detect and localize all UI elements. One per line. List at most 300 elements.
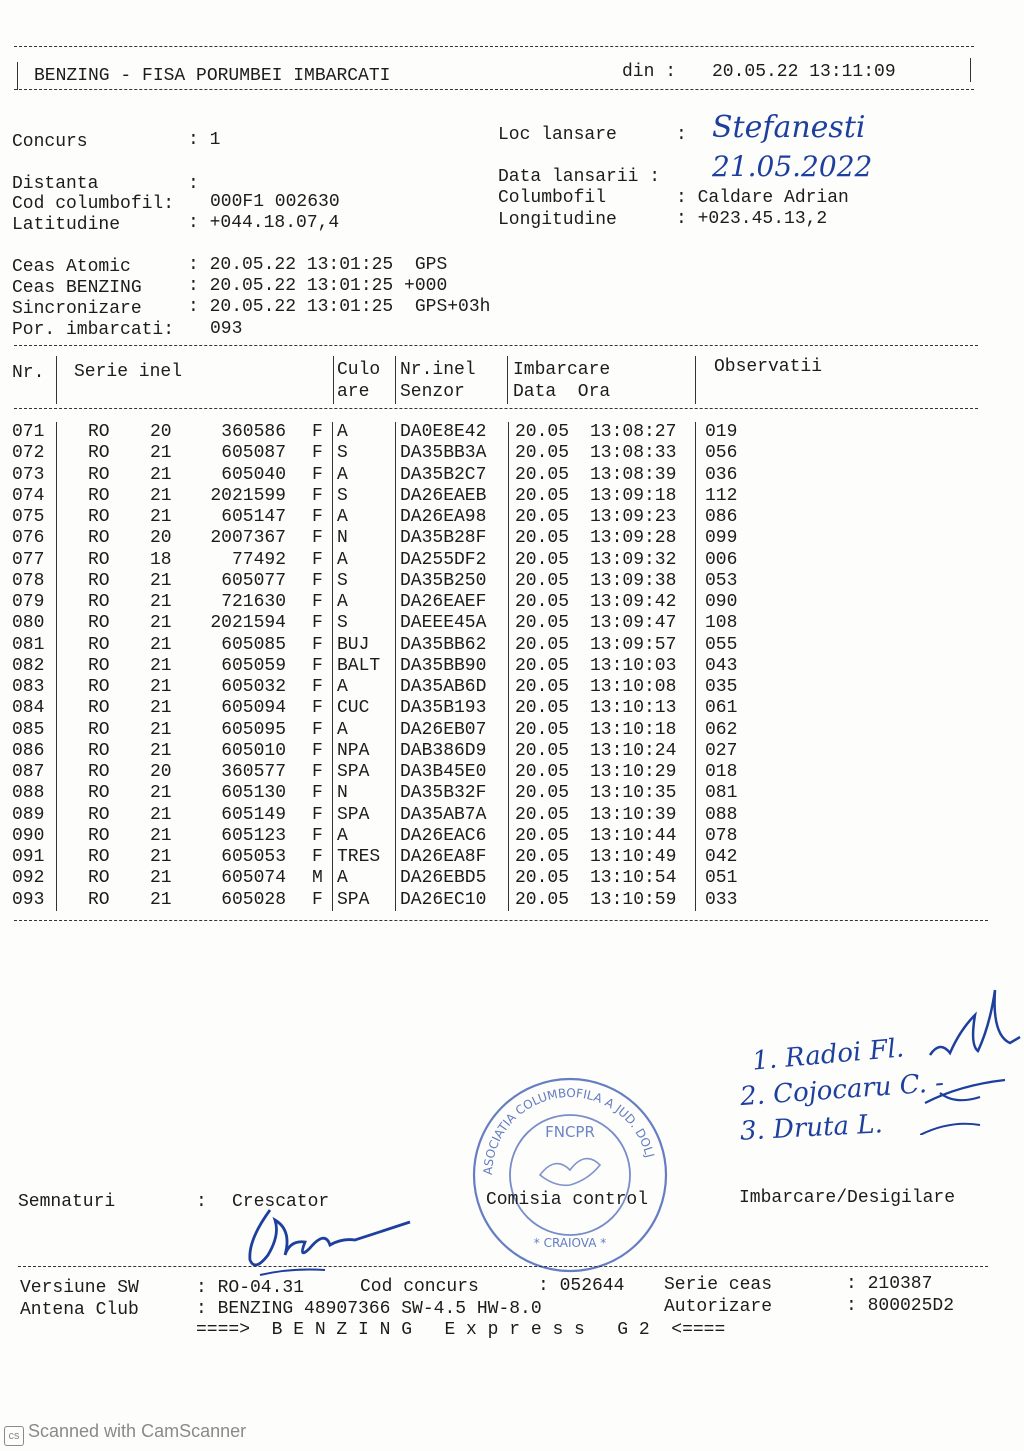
ceas-benzing-value: : 20.05.22 13:01:25 +000 [188,276,448,296]
row-year: 21 [150,485,172,506]
row-divider [695,720,696,741]
row-divider [332,592,333,613]
col-header-data-ora: Data Ora [513,382,611,402]
row-time: 13:09:18 [590,485,677,506]
comisia-control-label: Comisia control [486,1190,649,1210]
longitudine-label: Longitudine [498,210,617,230]
table-row [12,783,972,804]
row-sensor: DA26EAC6 [400,825,487,846]
row-sex: F [312,655,323,676]
table-row [12,890,972,911]
row-year: 21 [150,868,172,889]
row-year: 21 [150,570,172,591]
row-sex: F [312,549,323,570]
row-time: 13:09:38 [590,570,677,591]
row-year: 21 [150,847,172,867]
row-observation: 078 [705,825,738,846]
row-color: A [337,549,348,570]
row-color: N [337,528,348,549]
row-divider [508,741,509,762]
row-date: 20.05 [515,655,570,676]
table-row [12,741,972,762]
row-color: S [337,570,348,591]
header-top-rule [14,46,974,47]
row-color: A [337,464,348,485]
row-sensor: DA35B28F [400,528,487,549]
data-lansarii-handwritten: 21.05.2022 [712,150,873,183]
table-row [12,656,972,677]
col-header-senzor: Senzor [400,382,465,402]
row-divider [395,890,396,911]
row-sensor: DA35BB3A [400,443,487,464]
row-date: 20.05 [515,677,570,697]
row-nr: 077 [12,549,45,570]
semnaturi-label: Semnaturi [18,1192,116,1212]
row-country: RO [88,783,110,804]
row-country: RO [88,528,110,549]
col-header-are: are [337,382,370,402]
row-divider [508,762,509,783]
stamp-bottom-text: * CRAIOVA * [533,1236,607,1250]
row-sensor: DA26EA8F [400,847,487,867]
row-divider [395,698,396,719]
row-sensor: DA35B2C7 [400,464,487,485]
row-divider [695,486,696,507]
row-date: 20.05 [515,485,570,506]
row-divider [508,613,509,634]
row-date: 20.05 [515,783,570,804]
row-divider [56,635,57,656]
row-year: 20 [150,762,172,782]
col-header-divider [395,356,396,404]
row-ring-number: 605094 [221,698,286,719]
row-observation: 006 [705,549,738,570]
row-country: RO [88,655,110,676]
row-nr: 086 [12,740,45,761]
row-time: 13:08:33 [590,443,677,464]
row-nr: 071 [12,422,45,442]
row-divider [395,656,396,677]
crescator-label: Crescator [232,1192,330,1212]
row-date: 20.05 [515,592,570,612]
table-row [12,613,972,634]
row-divider [332,550,333,571]
header-bottom-rule [14,89,974,90]
row-divider [332,783,333,804]
row-divider [695,465,696,486]
cod-columbofil-value: 000F1 002630 [210,192,340,212]
table-row [12,507,972,528]
row-divider [56,507,57,528]
row-time: 13:10:44 [590,825,677,846]
col-header-imbarcare: Imbarcare [513,360,611,380]
row-observation: 062 [705,719,738,740]
row-country: RO [88,485,110,506]
row-nr: 087 [12,762,45,782]
row-divider [332,486,333,507]
row-time: 13:10:08 [590,677,677,697]
row-divider [56,805,57,826]
row-divider [395,507,396,528]
porumbei-imbarcati-label: Por. imbarcati: [12,320,175,340]
row-color: N [337,783,348,804]
table-row [12,635,972,656]
ceas-benzing-label: Ceas BENZING [12,278,142,298]
row-divider [508,698,509,719]
col-header-divider [56,356,57,404]
row-sensor: DA26EAEF [400,592,487,612]
row-divider [395,443,396,464]
row-divider [332,635,333,656]
col-header-divider [507,356,508,404]
row-divider [508,635,509,656]
antena-club-label: Antena Club [20,1300,139,1320]
row-year: 21 [150,825,172,846]
row-time: 13:09:47 [590,613,677,634]
row-observation: 053 [705,570,738,591]
row-country: RO [88,847,110,867]
serie-ceas-label: Serie ceas [664,1275,773,1295]
row-time: 13:10:18 [590,719,677,740]
row-divider [332,528,333,549]
row-observation: 051 [705,868,738,889]
row-date: 20.05 [515,507,570,527]
stamp-center-text: FNCPR [545,1123,595,1141]
row-sensor: DA35B193 [400,698,487,719]
row-year: 21 [150,719,172,740]
row-color: SPA [337,804,370,825]
table-row [12,698,972,719]
row-time: 13:09:57 [590,634,677,655]
row-sensor: DA26EC10 [400,889,487,910]
row-color: A [337,422,348,442]
row-divider [332,571,333,592]
row-sex: F [312,592,323,612]
row-divider [695,741,696,762]
row-year: 21 [150,677,172,697]
row-ring-number: 605087 [221,443,286,464]
row-nr: 072 [12,443,45,464]
row-sex: F [312,634,323,655]
row-sex: F [312,698,323,719]
stamp-ring-text: ASOCIATIA COLUMBOFILA A JUD. DOLJ [480,1085,657,1176]
row-sex: F [312,762,323,782]
page-title: BENZING - FISA PORUMBEI IMBARCATI [34,66,391,86]
row-time: 13:08:39 [590,464,677,485]
row-ring-number: 360586 [221,422,286,442]
row-divider [56,486,57,507]
header-left-border [17,62,18,90]
row-divider [695,847,696,868]
row-ring-number: 605074 [221,868,286,889]
row-year: 21 [150,443,172,464]
row-sex: F [312,677,323,697]
benzing-express-line: ====> B E N Z I N G E x p r e s s G 2 <==== [196,1320,726,1340]
row-sex: F [312,485,323,506]
row-country: RO [88,740,110,761]
ceas-atomic-label: Ceas Atomic [12,257,131,277]
row-sex: F [312,570,323,591]
row-nr: 089 [12,804,45,825]
row-divider [56,720,57,741]
row-divider [56,826,57,847]
row-divider [332,890,333,911]
row-divider [508,826,509,847]
boarding-table-body [12,422,972,911]
row-divider [508,805,509,826]
row-country: RO [88,698,110,719]
row-divider [56,592,57,613]
table-row [12,720,972,741]
row-year: 21 [150,592,172,612]
row-divider [508,890,509,911]
row-year: 21 [150,613,172,634]
col-header-divider [695,356,696,404]
row-nr: 081 [12,634,45,655]
row-divider [56,465,57,486]
sincronizare-label: Sincronizare [12,299,142,319]
row-sensor: DA26EAEB [400,485,487,506]
row-observation: 043 [705,655,738,676]
row-divider [56,571,57,592]
row-time: 13:10:54 [590,868,677,889]
row-time: 13:08:27 [590,422,677,442]
row-divider [508,783,509,804]
row-sensor: DA26EA98 [400,507,487,527]
row-divider [332,465,333,486]
row-date: 20.05 [515,740,570,761]
row-divider [695,890,696,911]
col-header-observatii: Observatii [714,357,823,377]
row-divider [332,741,333,762]
row-year: 21 [150,634,172,655]
distanta-label: Distanta [12,174,99,194]
row-date: 20.05 [515,889,570,910]
row-observation: 056 [705,443,738,464]
row-color: A [337,677,348,697]
row-time: 13:10:29 [590,762,677,782]
row-ring-number: 77492 [231,549,286,570]
row-divider [395,465,396,486]
row-ring-number: 605149 [221,804,286,825]
row-divider [332,422,333,443]
latitudine-value: : +044.18.07,4 [188,213,340,233]
row-divider [695,550,696,571]
row-color: BALT [337,655,381,676]
row-divider [395,528,396,549]
row-divider [332,847,333,868]
table-row [12,677,972,698]
row-time: 13:09:28 [590,528,677,549]
row-sex: F [312,825,323,846]
row-divider [695,422,696,443]
cod-concurs-value: : 052644 [538,1276,625,1296]
row-observation: 108 [705,613,738,634]
row-divider [332,656,333,677]
camscanner-icon: cs [4,1426,24,1446]
row-nr: 074 [12,485,45,506]
row-divider [56,422,57,443]
row-divider [332,720,333,741]
row-year: 21 [150,464,172,485]
table-row [12,868,972,889]
row-ring-number: 605059 [221,655,286,676]
columbofil-value: : Caldare Adrian [676,188,849,208]
row-divider [395,486,396,507]
commission-signature-2: 2. Cojocaru C. - [739,1067,945,1113]
loc-lansare-sep: : [676,125,687,145]
row-time: 13:09:23 [590,507,677,527]
row-nr: 079 [12,592,45,612]
cod-concurs-label: Cod concurs [360,1277,479,1297]
row-divider [395,805,396,826]
commission-signature-3: 3. Druta L. [739,1109,884,1147]
row-nr: 078 [12,570,45,591]
row-country: RO [88,570,110,591]
row-divider [508,550,509,571]
row-color: SPA [337,762,370,782]
latitudine-label: Latitudine [12,215,121,235]
row-year: 21 [150,655,172,676]
row-sensor: DA35AB7A [400,804,487,825]
row-country: RO [88,804,110,825]
row-ring-number: 2021599 [210,485,286,506]
table-row [12,571,972,592]
row-observation: 033 [705,889,738,910]
row-date: 20.05 [515,825,570,846]
row-divider [695,571,696,592]
row-sex: F [312,783,323,804]
row-color: S [337,613,348,634]
versiune-sw-value: : RO-04.31 [196,1278,305,1298]
row-divider [395,550,396,571]
row-country: RO [88,507,110,527]
row-divider [395,826,396,847]
row-divider [56,698,57,719]
row-country: RO [88,464,110,485]
col-header-culo: Culo [337,360,381,380]
col-header-nr: Nr. [12,363,45,383]
row-observation: 042 [705,847,738,867]
table-header-top-rule [14,345,978,346]
row-country: RO [88,825,110,846]
row-divider [695,507,696,528]
row-nr: 092 [12,868,45,889]
row-divider [56,613,57,634]
row-nr: 082 [12,655,45,676]
row-divider [695,677,696,698]
col-header-nrinel: Nr.inel [400,360,476,380]
row-divider [332,507,333,528]
row-observation: 027 [705,740,738,761]
row-date: 20.05 [515,464,570,485]
semnaturi-sep: : [196,1192,207,1212]
row-color: A [337,868,348,889]
table-row [12,826,972,847]
row-time: 13:09:42 [590,592,677,612]
row-sensor: DA3B45E0 [400,762,487,782]
row-observation: 018 [705,762,738,782]
row-divider [695,805,696,826]
row-color: A [337,719,348,740]
row-color: SPA [337,889,370,910]
row-ring-number: 605095 [221,719,286,740]
row-divider [395,783,396,804]
row-divider [508,443,509,464]
row-time: 13:10:49 [590,847,677,867]
row-divider [508,677,509,698]
porumbei-imbarcati-value: 093 [210,319,243,339]
row-observation: 088 [705,804,738,825]
row-divider [395,720,396,741]
row-nr: 091 [12,847,45,867]
row-sensor: DAEEE45A [400,613,487,634]
data-lansarii-label: Data lansarii : [498,167,661,187]
row-divider [56,656,57,677]
row-divider [508,592,509,613]
fncpr-stamp-icon [470,1075,670,1275]
row-nr: 090 [12,825,45,846]
table-row [12,847,972,868]
row-divider [56,528,57,549]
row-sex: F [312,443,323,464]
autorizare-label: Autorizare [664,1297,773,1317]
row-color: BUJ [337,634,370,655]
row-divider [395,741,396,762]
row-divider [695,868,696,889]
row-color: A [337,825,348,846]
row-date: 20.05 [515,762,570,782]
commission-signature-1: 1. Radoi Fl. [750,1033,906,1077]
row-country: RO [88,762,110,782]
row-date: 20.05 [515,613,570,634]
row-nr: 085 [12,719,45,740]
row-divider [332,826,333,847]
serie-ceas-value: : 210387 [846,1274,933,1294]
row-country: RO [88,634,110,655]
row-ring-number: 2007367 [210,528,286,549]
concurs-value: : 1 [188,130,221,150]
row-divider [395,613,396,634]
row-ring-number: 605053 [221,847,286,867]
table-bottom-rule [14,920,988,921]
row-sex: M [312,868,323,889]
row-divider [695,698,696,719]
row-divider [395,847,396,868]
row-divider [695,592,696,613]
imbarcare-desigilare-label: Imbarcare/Desigilare [739,1188,956,1208]
row-color: TRES [337,847,381,867]
table-row [12,465,972,486]
loc-lansare-label: Loc lansare [498,125,617,145]
row-sensor: DA35B250 [400,570,487,591]
row-nr: 075 [12,507,45,527]
scanner-watermark [4,1421,246,1446]
row-date: 20.05 [515,698,570,719]
row-color: CUC [337,698,370,719]
row-nr: 076 [12,528,45,549]
row-year: 18 [150,549,172,570]
col-header-serie: Serie inel [74,362,183,382]
row-sex: F [312,847,323,867]
row-ring-number: 605077 [221,570,286,591]
row-sex: F [312,422,323,442]
row-country: RO [88,613,110,634]
row-sensor: DA255DF2 [400,549,487,570]
row-ring-number: 605147 [221,507,286,527]
row-divider [508,720,509,741]
row-divider [332,805,333,826]
